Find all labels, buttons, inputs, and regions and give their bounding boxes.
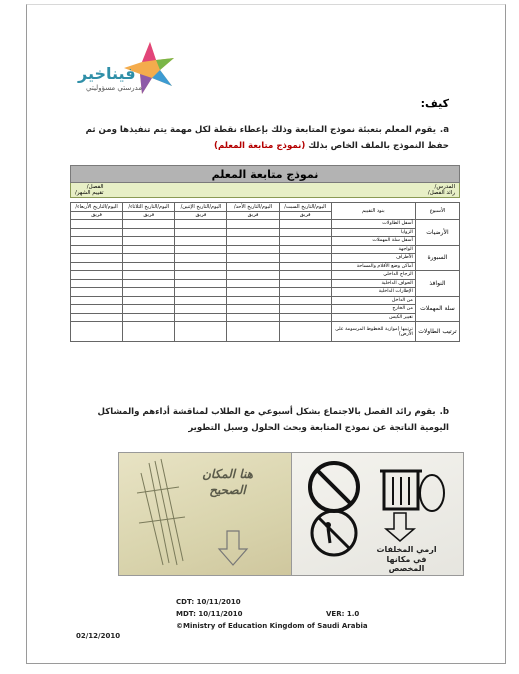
group-header: فريق [123,211,175,220]
score-cell[interactable] [123,262,175,271]
score-cell[interactable] [71,313,123,322]
score-cell[interactable] [175,296,227,305]
footer-mdt: MDT: 10/11/2010 [176,610,243,618]
table-row [71,313,460,322]
score-cell[interactable] [175,237,227,246]
score-cell[interactable] [279,271,331,280]
category-cell: سلة المهملات [415,296,459,322]
score-cell[interactable] [227,254,279,263]
score-cell[interactable] [123,322,175,342]
score-cell[interactable] [123,313,175,322]
score-cell[interactable] [175,245,227,254]
paragraph-a-text2: حفظ النموذج بالملف الخاص بذلك [308,141,449,152]
score-cell[interactable] [175,313,227,322]
item-cell: من الخارج [331,305,415,314]
footer-copyright: ©Ministry of Education Kingdom of Saudi Arabia [176,622,368,630]
logo-tagline: مدرستي مسؤوليتي [86,84,143,92]
item-cell: من الداخل [331,296,415,305]
score-cell[interactable] [175,262,227,271]
score-cell[interactable] [71,288,123,297]
score-cell[interactable] [175,305,227,314]
table-row [71,228,460,237]
paragraph-b [49,404,449,437]
score-cell[interactable] [227,237,279,246]
score-cell[interactable] [227,220,279,229]
score-cell[interactable] [227,296,279,305]
score-cell[interactable] [279,254,331,263]
form-teacher-label: المدرس/ [434,184,455,190]
score-cell[interactable] [227,228,279,237]
paragraph-b-text2: اليومية الناتجة عن نموذج المتابعة وبحث الحلول وسبل التطوير [188,423,449,434]
group-header: فريق [227,211,279,220]
category-cell: النوافذ [415,271,459,297]
score-cell[interactable] [227,288,279,297]
footer-cdt: CDT: 10/11/2010 [176,598,241,606]
item-cell: الإطارات الداخلية [331,288,415,297]
score-cell[interactable] [279,288,331,297]
score-cell[interactable] [71,220,123,229]
table-row [71,305,460,314]
table-row [71,254,460,263]
logo-text: فيناخير [78,64,136,83]
category-cell: الأرضيات [415,220,459,246]
items-header: بنود التقييم [331,203,415,220]
item-cell: الواجهة [331,245,415,254]
item-cell: ترتيبها (موازية للخطوط المرسومة على الأرض) [331,322,415,342]
score-cell[interactable] [123,288,175,297]
paragraph-a [49,122,449,155]
score-cell[interactable] [279,245,331,254]
group-header: فريق [175,211,227,220]
score-cell[interactable] [123,254,175,263]
score-cell[interactable] [71,271,123,280]
category-cell: السبورة [415,245,459,271]
score-cell[interactable] [175,228,227,237]
group-header: فريق [71,211,123,220]
day-header-2: اليوم/التاريخ الأحد/ [227,203,279,212]
score-cell[interactable] [71,254,123,263]
score-cell[interactable] [227,271,279,280]
item-cell: الزوايا [331,228,415,237]
score-cell[interactable] [71,228,123,237]
table-row [71,296,460,305]
score-cell[interactable] [279,313,331,322]
score-cell[interactable] [227,322,279,342]
item-cell: الحواف الداخلية [331,279,415,288]
item-cell: أسفل الطاولات [331,220,415,229]
footer-version: VER: 1.0 [326,610,360,618]
paragraph-b-text1: يقوم رائد الفصل بالاجتماع بشكل أسبوعي مع الطلاب لمناقشة أداءهم والمشاكل [97,407,436,417]
score-cell[interactable] [175,271,227,280]
item-cell: الأطراف [331,254,415,263]
score-cell[interactable] [71,245,123,254]
score-cell[interactable] [123,296,175,305]
litter-sign-caption: ارمي المخلفات في مكانها المخصص [376,545,437,574]
item-cell: تغيير الكيس [331,313,415,322]
photo-strip [118,452,464,576]
form-info-right [428,184,455,196]
form-title: نموذج متابعة المعلم [70,165,460,183]
item-cell: الزجاج الداخلي [331,271,415,280]
paragraph-a-line2 [49,138,449,154]
section-heading: كيف: [420,97,449,110]
day-header-3: اليوم/التاريخ الإثنين/ [175,203,227,212]
score-cell[interactable] [71,237,123,246]
score-cell[interactable] [123,279,175,288]
group-header: فريق [279,211,331,220]
form-info-bar [70,183,460,198]
score-cell[interactable] [279,237,331,246]
correct-place-photo [119,453,291,575]
litter-sign-photo [291,453,464,575]
score-cell[interactable] [279,262,331,271]
score-cell[interactable] [227,279,279,288]
form-info-middle [75,184,104,196]
paragraph-a-text1: يقوم المعلم بتعبئة نموذج المتابعة وذلك بإعطاء نقطة لكل مهمة يتم تنفيذها ومن ثم [85,125,436,135]
form-leader-label: رائد الفصل/ [427,190,455,196]
score-cell[interactable] [175,322,227,342]
table-row [71,322,460,342]
score-cell[interactable] [123,228,175,237]
score-cell[interactable] [175,220,227,229]
score-cell[interactable] [71,305,123,314]
week-header: الأسبوع [415,203,459,220]
score-cell[interactable] [71,322,123,342]
paragraph-b-marker: b. [439,407,449,417]
score-cell[interactable] [227,262,279,271]
day-header-4: اليوم/التاريخ الثلاثاء/ [123,203,175,212]
score-cell[interactable] [279,296,331,305]
score-cell[interactable] [71,296,123,305]
score-cell[interactable] [123,220,175,229]
score-cell[interactable] [227,245,279,254]
score-cell[interactable] [279,228,331,237]
paragraph-b-line1 [49,404,449,420]
table-row [71,245,460,254]
score-cell[interactable] [123,237,175,246]
footer-date: 02/12/2010 [76,632,121,640]
table-row [71,220,460,229]
score-cell[interactable] [279,322,331,342]
evaluation-body [71,220,460,342]
item-cell: أماكن وضع الأقلام والمساحة [331,262,415,271]
table-row [71,288,460,297]
score-cell[interactable] [71,262,123,271]
paragraph-a-line1 [49,122,449,138]
table-row [71,237,460,246]
score-cell[interactable] [279,305,331,314]
score-cell[interactable] [71,279,123,288]
paragraph-a-marker: a. [439,125,449,135]
correct-place-caption: هنا المكان الصحيح [202,467,253,497]
score-cell[interactable] [227,313,279,322]
score-cell[interactable] [279,220,331,229]
paragraph-a-ref: (نموذج متابعة المعلم) [214,141,306,152]
teacher-followup-form [70,165,460,383]
score-cell[interactable] [279,279,331,288]
day-header-5: اليوم/التاريخ الأربعاء/ [71,203,123,212]
score-cell[interactable] [175,254,227,263]
score-cell[interactable] [175,279,227,288]
score-cell[interactable] [123,245,175,254]
form-class-label: الفصل/ [86,184,104,190]
table-row [71,262,460,271]
score-cell[interactable] [123,271,175,280]
table-row [71,271,460,280]
score-cell[interactable] [123,305,175,314]
day-header-1: اليوم/التاريخ السبت/ [279,203,331,212]
table-row [71,279,460,288]
item-cell: أسفل سلة المهملات [331,237,415,246]
evaluation-table [70,202,460,342]
table-header-row [71,203,460,212]
paragraph-b-line2 [49,420,449,436]
form-month-label: تقييم الشهر/ [75,190,104,196]
category-cell: ترتيب الطاولات [415,322,459,342]
score-cell[interactable] [175,288,227,297]
score-cell[interactable] [227,305,279,314]
